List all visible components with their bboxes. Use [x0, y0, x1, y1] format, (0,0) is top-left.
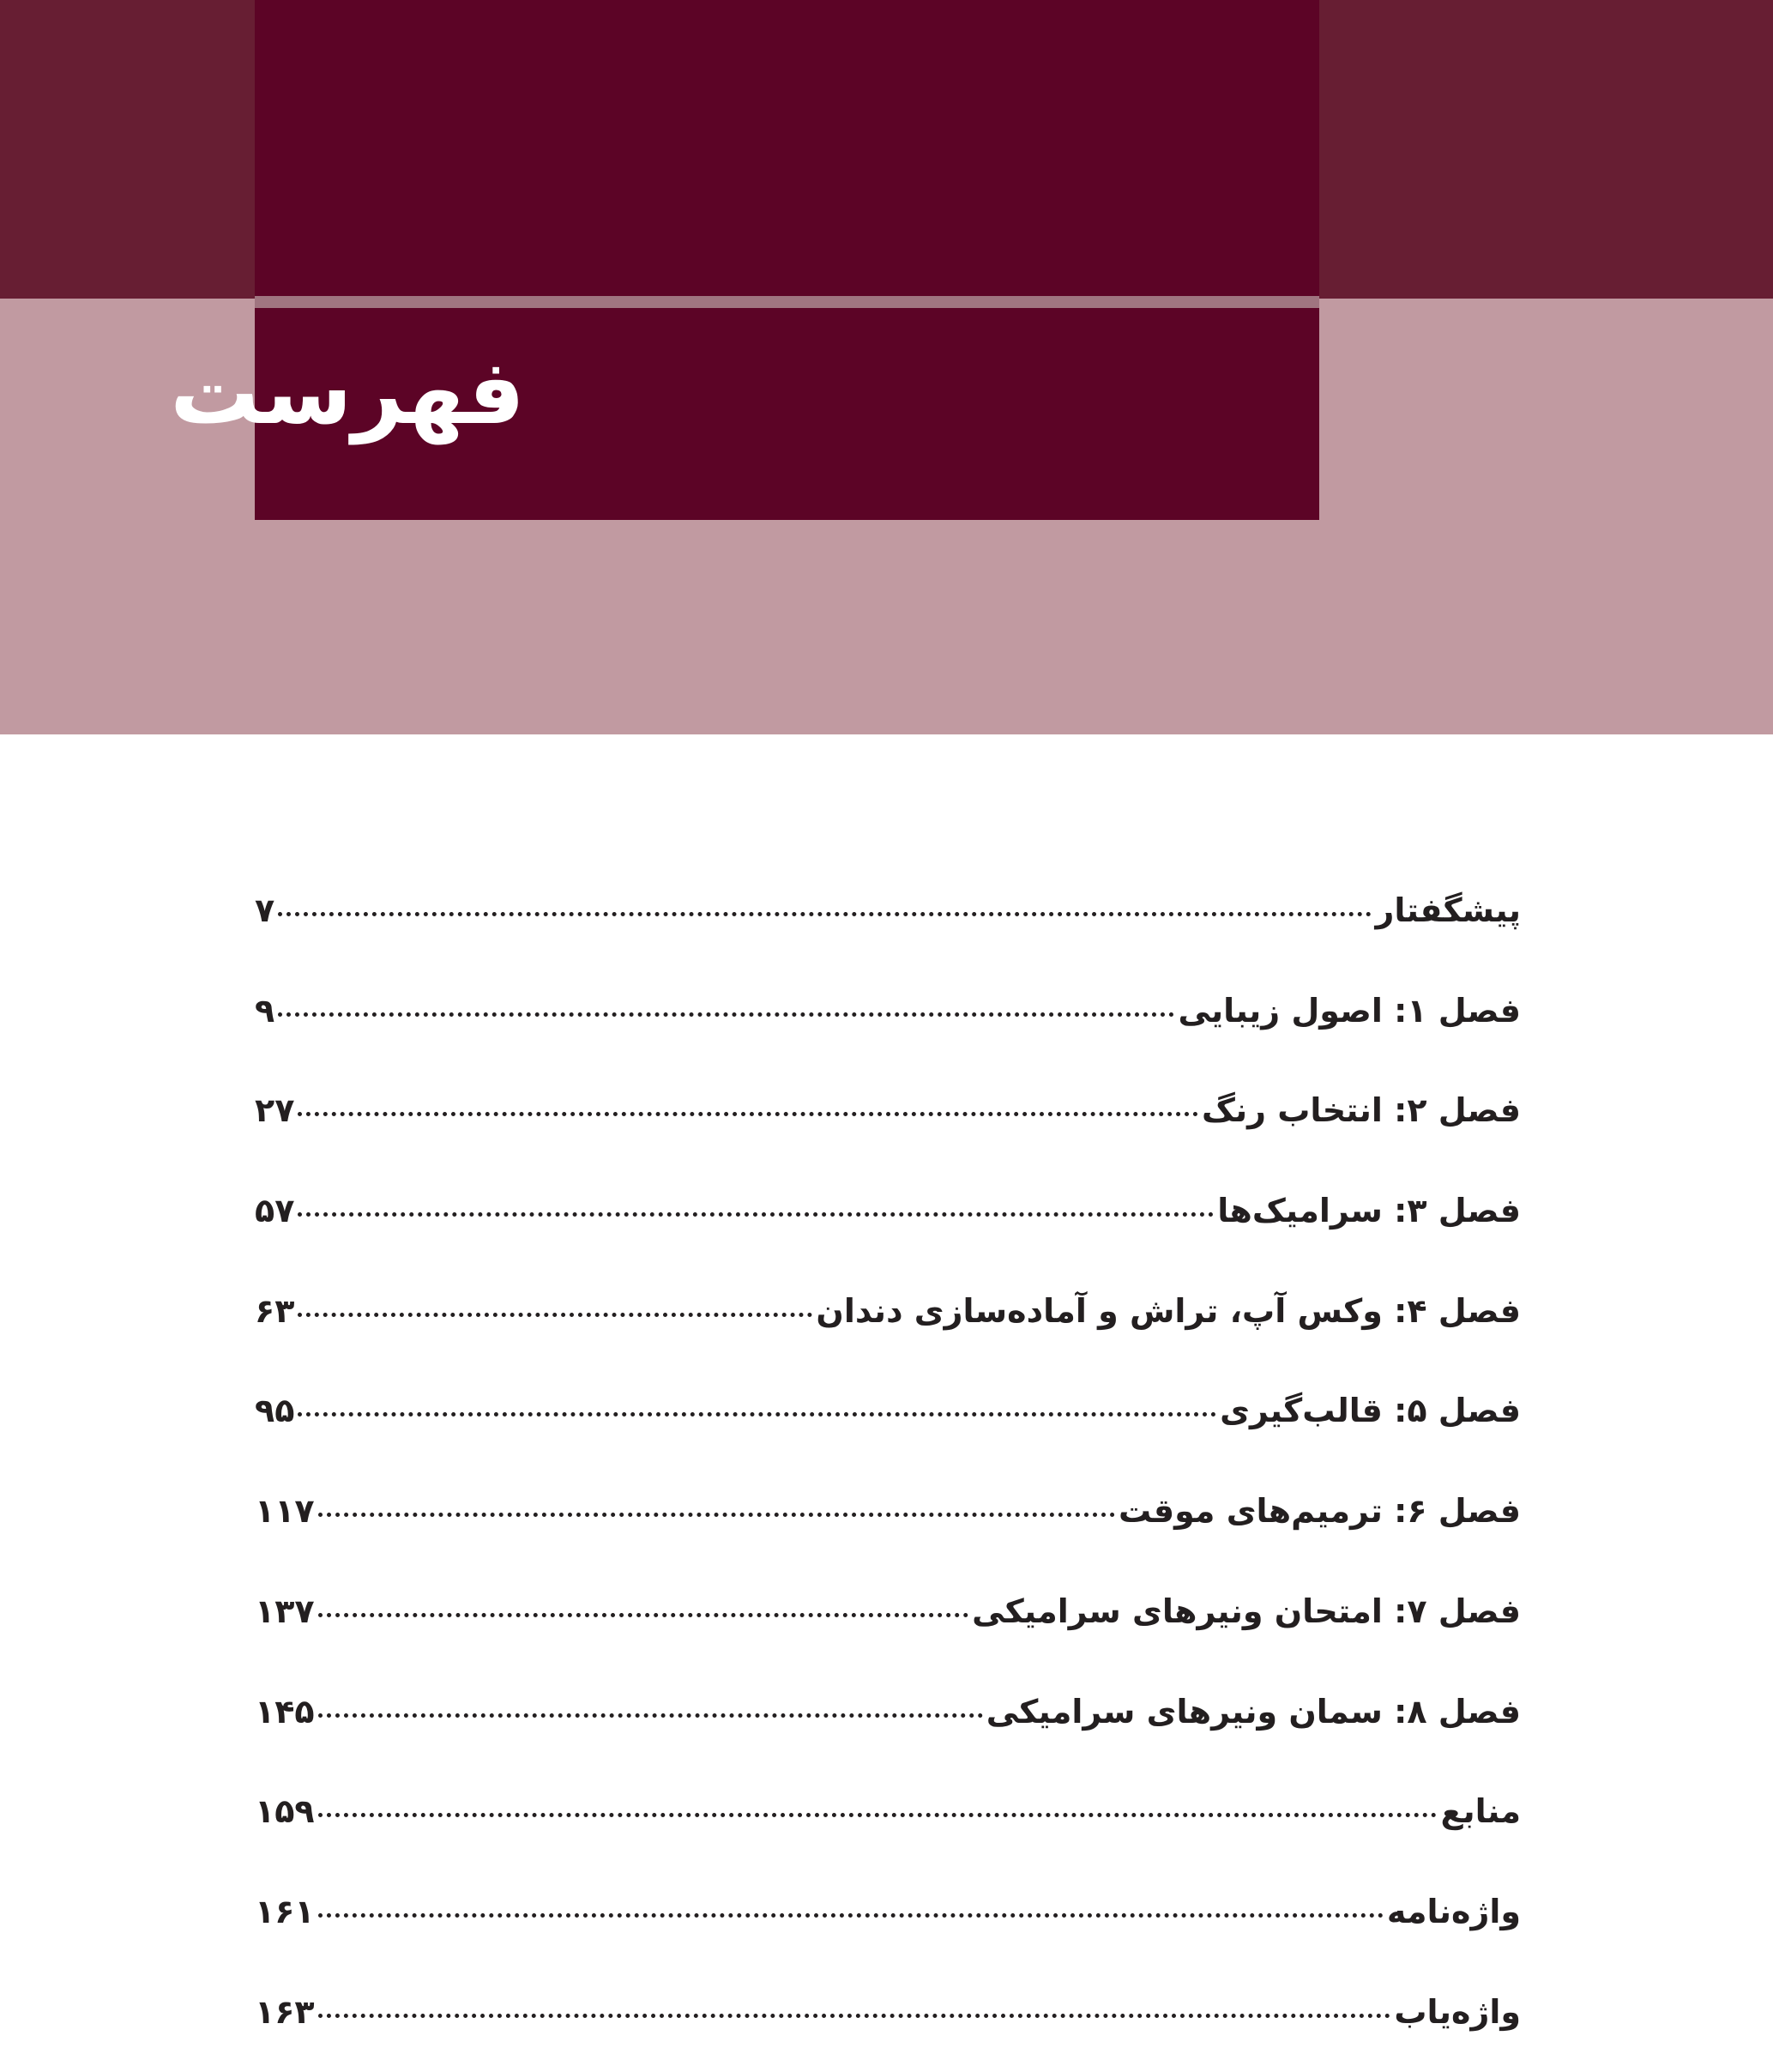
toc-entry[interactable] [255, 891, 1521, 994]
toc-entry-page: ۱۳۷ [255, 1592, 315, 1630]
toc-entry-page: ۵۷ [255, 1192, 295, 1230]
toc-dot-leader [318, 1613, 969, 1617]
toc-entry-page: ۱۴۵ [255, 1692, 315, 1731]
toc-entry[interactable] [255, 1394, 1521, 1495]
toc-entry-page: ۹۵ [255, 1392, 295, 1430]
toc-dot-leader [278, 912, 1372, 916]
toc-entry-page: ۶۳ [255, 1291, 295, 1330]
toc-entry-page: ۹ [255, 991, 275, 1030]
toc-dot-leader [318, 2014, 1391, 2018]
toc-entry[interactable] [255, 991, 1521, 1095]
toc-entry-page: ۱۵۹ [255, 1792, 315, 1831]
toc-dot-leader [298, 1412, 1216, 1417]
toc-dot-leader [278, 1012, 1174, 1017]
toc-dot-leader [298, 1313, 812, 1317]
toc-dot-leader [298, 1212, 1214, 1217]
toc-entry-label: فصل ۵: قالب‌گیری [1220, 1392, 1521, 1430]
toc-dot-leader [318, 1513, 1115, 1517]
table-of-contents [255, 891, 1521, 2072]
page-title: فهرست [170, 340, 525, 444]
toc-dot-leader [318, 1713, 983, 1718]
toc-entry[interactable] [255, 1892, 1521, 1996]
toc-entry[interactable] [255, 1592, 1521, 1695]
toc-entry-label: فصل ۴: وکس آپ، تراش و آماده‌سازی دندان [816, 1291, 1521, 1330]
toc-entry-label: واژه‌یاب [1394, 1992, 1521, 2031]
toc-entry[interactable] [255, 1492, 1521, 1595]
toc-entry-page: ۱۱۷ [255, 1492, 315, 1531]
toc-entry-page: ۲۷ [255, 1091, 295, 1130]
toc-entry[interactable] [255, 1291, 1521, 1395]
toc-entry[interactable] [255, 1792, 1521, 1895]
toc-entry-label: واژه‌نامه [1386, 1892, 1521, 1930]
toc-entry-label: فصل ۷: امتحان ونیرهای سرامیکی [972, 1592, 1521, 1630]
header-divider [255, 296, 1319, 308]
toc-entry-label: منابع [1440, 1792, 1521, 1831]
header-block [255, 0, 1319, 296]
toc-entry-label: فصل ۸: سمان ونیرهای سرامیکی [986, 1692, 1521, 1731]
toc-entry-label: پیشگفتار [1375, 891, 1521, 929]
toc-entry[interactable] [255, 1992, 1521, 2072]
toc-dot-leader [298, 1112, 1198, 1116]
toc-entry-label: فصل ۲: انتخاب رنگ [1201, 1091, 1521, 1130]
toc-entry-page: ۷ [255, 891, 275, 929]
toc-entry-label: فصل ۳: سرامیک‌ها [1217, 1192, 1521, 1230]
toc-entry-label: فصل ۶: ترمیم‌های موقت [1119, 1492, 1521, 1531]
toc-entry[interactable] [255, 1091, 1521, 1194]
toc-dot-leader [318, 1813, 1438, 1817]
toc-entry-page: ۱۶۳ [255, 1992, 315, 2031]
toc-entry[interactable] [255, 1194, 1521, 1295]
toc-entry[interactable] [255, 1692, 1521, 1796]
toc-entry-page: ۱۶۱ [255, 1892, 315, 1930]
toc-dot-leader [318, 1913, 1384, 1918]
toc-entry-label: فصل ۱: اصول زیبایی [1178, 991, 1521, 1030]
